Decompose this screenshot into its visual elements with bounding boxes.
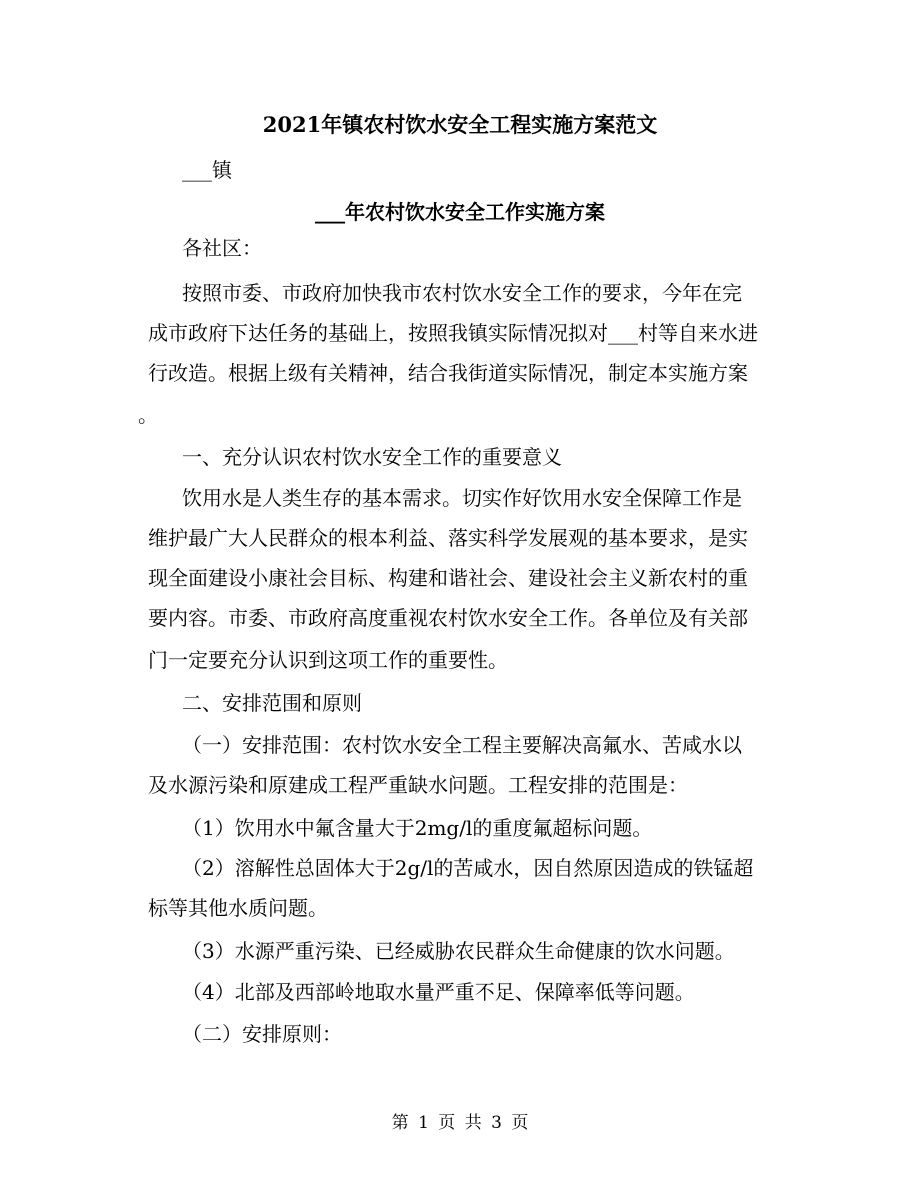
- scope-line: （一）安排范围：农村饮水安全工程主要解决高氟水、苦咸水以: [182, 733, 742, 757]
- scope-item-3: （3）水源严重污染、已经威胁农民群众生命健康的饮水问题。: [182, 939, 735, 963]
- section1-line: 要内容。市委、市政府高度重视农村饮水安全工作。各单位及有关部: [148, 606, 748, 630]
- salutation: 各社区：: [182, 236, 262, 260]
- section2-heading: 二、安排范围和原则: [182, 691, 362, 715]
- intro-line: 行改造。根据上级有关精神，结合我街道实际情况，制定本实施方案: [148, 361, 748, 385]
- intro-line: 。: [138, 403, 158, 427]
- scope-item-2-cont: 标等其他水质问题。: [148, 896, 328, 920]
- page-number: 第 1 页 共 3 页: [391, 1113, 529, 1133]
- section1-line: 饮用水是人类生存的基本需求。切实作好饮用水安全保障工作是: [182, 486, 742, 510]
- principles-heading: （二）安排原则：: [182, 1022, 342, 1046]
- scope-item-2: （2）溶解性总固体大于2g/l的苦咸水，因自然原因造成的铁锰超: [182, 856, 754, 880]
- section1-line: 门一定要充分认识到这项工作的重要性。: [148, 648, 508, 672]
- intro-line: 成市政府下达任务的基础上，按照我镇实际情况拟对___村等自来水进: [148, 321, 758, 345]
- scope-item-1: （1）饮用水中氟含量大于2mg/l的重度氟超标问题。: [182, 816, 653, 840]
- scope-item-4: （4）北部及西部岭地取水量严重不足、保障率低等问题。: [182, 980, 695, 1004]
- document-subtitle: ___年农村饮水安全工作实施方案: [315, 200, 605, 224]
- section1-heading: 一、充分认识农村饮水安全工作的重要意义: [182, 445, 562, 469]
- scope-line: 及水源污染和原建成工程严重缺水问题。工程安排的范围是：: [148, 773, 688, 797]
- section1-line: 维护最广大人民群众的根本利益、落实科学发展观的基本要求，是实: [148, 526, 748, 550]
- town-line: ___镇: [182, 158, 232, 182]
- section1-line: 现全面建设小康社会目标、构建和谐社会、建设社会主义新农村的重: [148, 566, 748, 590]
- intro-line: 按照市委、市政府加快我市农村饮水安全工作的要求，今年在完: [182, 281, 742, 305]
- document-title: 2021年镇农村饮水安全工程实施方案范文: [262, 112, 658, 137]
